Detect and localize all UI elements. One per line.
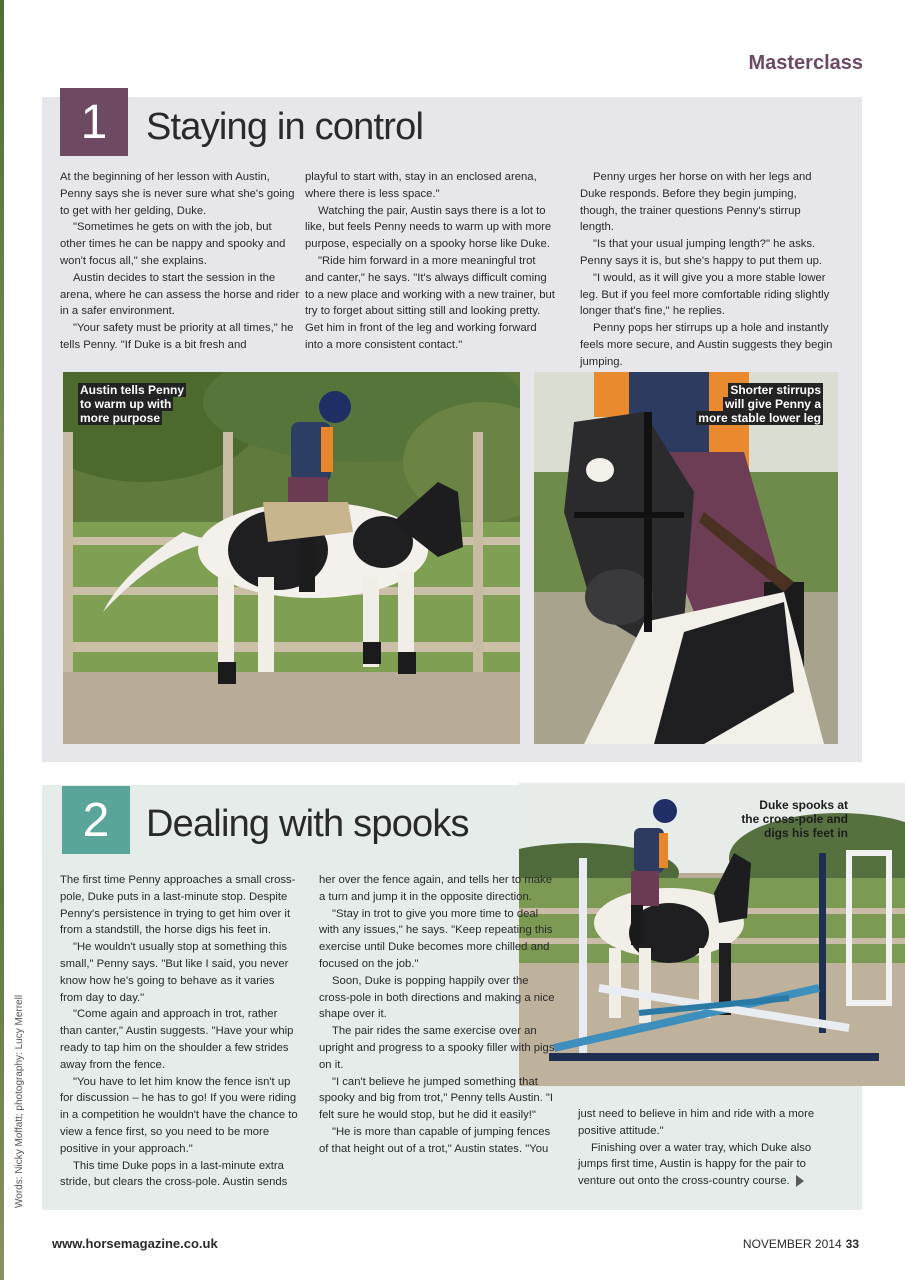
section1-number: 1 (60, 88, 128, 156)
caption-line: Shorter stirrups (730, 383, 821, 397)
paragraph: Soon, Duke is popping happily over the cross-pole in both directions and making a nice shape over it. (319, 974, 555, 1021)
paragraph-text: Finishing over a water tray, which Duke also jumps first time, Austin is happy for the pair to venture out onto the cross-country course. (578, 1141, 812, 1188)
paragraph: The pair rides the same exercise over an upright and progress to a spooky filler with pigs on it. (319, 1025, 555, 1071)
paragraph: At the beginning of her lesson with Austin, Penny says she is never sure what she's going to get with her gelding, Duke. (60, 171, 295, 217)
triangle-right-icon (796, 1175, 804, 1187)
caption-stirrups (673, 383, 823, 425)
paragraph: Austin decides to start the session in the arena, where he can assess the horse and rider in a safer environment. (60, 271, 300, 318)
paragraph: "Sometimes he gets on with the job, but other times he can be nappy and spooky and won't focus all," she explains. (60, 221, 286, 267)
caption-spook (710, 798, 850, 840)
footer-url: www.horsemagazine.co.uk (52, 1236, 218, 1251)
paragraph: The first time Penny approaches a small cross-pole, Duke puts in a last-minute stop. Despite Penny's persistence in trying to get him over it from a standstill, the horse digs his feet in. (60, 874, 296, 937)
paragraph: just need to believe in him and ride with a more positive attitude." (578, 1108, 815, 1137)
caption-line: Austin tells Penny (80, 383, 185, 397)
paragraph: "Come again and approach in trot, rather than canter," Austin suggests. "Have your whip ready to tap him on the shoulder a few strides away from the fence. (60, 1008, 294, 1071)
caption-line: will give Penny a (724, 397, 821, 411)
section-label: Masterclass (748, 52, 863, 74)
paragraph: Penny urges her horse on with her legs and Duke responds. Before they begin jumping, though, the trainer questions Penny's stirrup length. (580, 171, 812, 234)
caption-line: to warm up with (80, 397, 172, 411)
paragraph: her over the fence again, and tells her to make a turn and jump it in the opposite direction. (319, 874, 552, 903)
left-edge-strip (0, 0, 4, 1280)
section1-title: Staying in control (146, 106, 424, 148)
paragraph: playful to start with, stay in an enclosed arena, where there is less space." (305, 171, 537, 200)
section1-column-2 (305, 169, 555, 354)
caption-line: the cross-pole and (741, 812, 848, 826)
caption-line: Duke spooks at (759, 798, 848, 812)
caption-warm-up (78, 383, 218, 425)
paragraph (578, 1140, 838, 1190)
page-number: 33 (845, 1237, 859, 1251)
paragraph: "I can't believe he jumped something that spooky and big from trot," Penny tells Austin. "I felt sure he would stop, but he did it easily!" (319, 1075, 554, 1122)
paragraph: This time Duke pops in a last-minute extra stride, but clears the cross-pole. Austin sends (60, 1159, 288, 1189)
caption-line: digs his feet in (763, 826, 848, 840)
caption-line: more purpose (80, 411, 161, 425)
paragraph: "Is that your usual jumping length?" he asks. Penny says it is, but she's happy to put them up. (580, 238, 823, 267)
paragraph: "Ride him forward in a more meaningful trot and canter," he says. "It's always difficult coming to a new place and working with a new trainer, but try to forget about sitting still and looking pretty. Get him in front of the leg and working forward into a more consistent contact." (305, 254, 555, 351)
section2-column-2 (319, 872, 559, 1158)
section2-column-1 (60, 872, 300, 1191)
caption-line: more stable lower leg (698, 411, 821, 425)
issue-date: NOVEMBER 2014 (742, 1237, 842, 1251)
paragraph: "I would, as it will give you a more stable lower leg. But if you feel more comfortable riding slightly longer that's fine," he replies. (580, 271, 830, 318)
footer-date-page (743, 1237, 859, 1251)
photo-stirrups-closeup (534, 372, 838, 744)
paragraph: Watching the pair, Austin says there is a lot to like, but feels Penny needs to warm up with more purpose, especially on a spooky horse like Duke. (305, 204, 552, 251)
section1-column-3 (580, 169, 835, 371)
section2-title: Dealing with spooks (146, 803, 469, 845)
photo-credit: Words: Nicky Moffatt; photography: Lucy Merrell (14, 994, 25, 1208)
photo-warm-up-canter (63, 372, 520, 744)
section2-column-3 (578, 1106, 838, 1190)
paragraph: "He wouldn't usually stop at something this small," Penny says. "But like I said, you never know how he's going to behave as it varies from day to day." (60, 941, 289, 1004)
paragraph: "He is more than capable of jumping fences of that height out of a trot," Austin states. "You (319, 1125, 551, 1155)
paragraph: "Your safety must be priority at all times," he tells Penny. "If Duke is a bit fresh and (60, 322, 294, 351)
section1-column-1 (60, 169, 300, 354)
paragraph: Penny pops her stirrups up a hole and instantly feels more secure, and Austin suggests they begin jumping. (580, 322, 833, 368)
paragraph: "Stay in trot to give you more time to deal with any issues," he says. "Keep repeating this exercise until Duke becomes more chilled and focused on the job." (319, 907, 553, 970)
section2-number: 2 (62, 786, 130, 854)
paragraph: "You have to let him know the fence isn't up for discussion – he has to go! If you were riding in a competition he wouldn't have the chance to view a fence first, so you need to be more positive in your approach." (60, 1075, 298, 1155)
